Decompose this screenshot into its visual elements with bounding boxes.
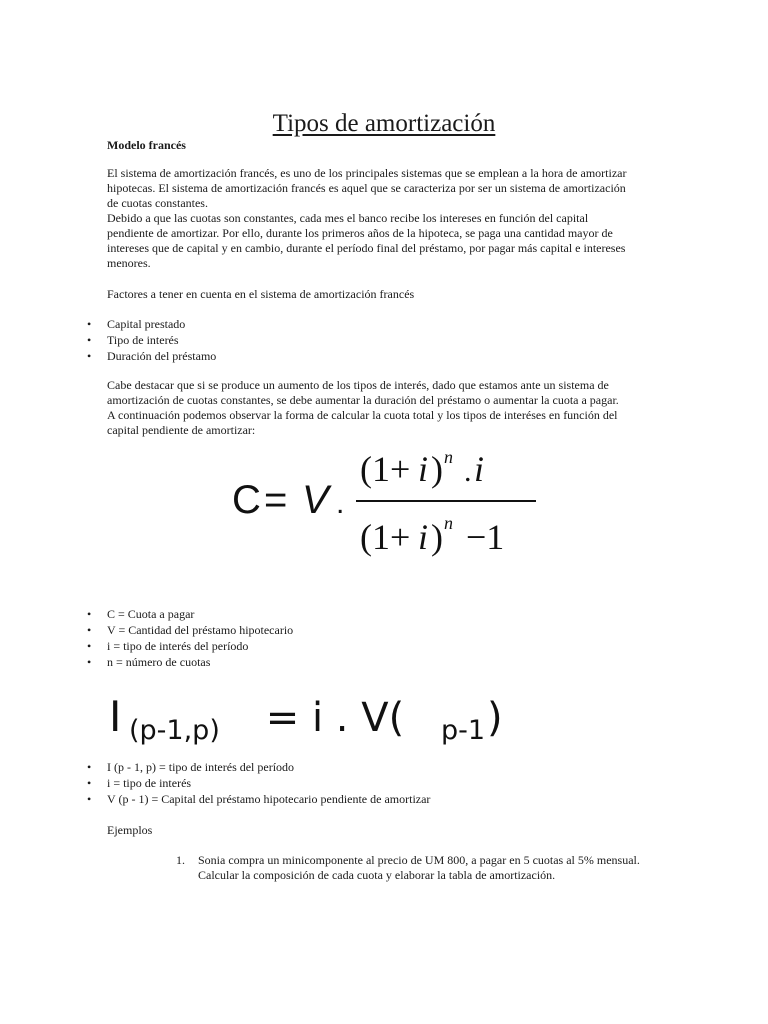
formula2-i-subscript: (p-1,p): [129, 715, 220, 746]
list-item: • V (p - 1) = Capital del préstamo hipotecario pendiente de amortizar: [87, 792, 430, 808]
example-line: Calcular la composición de cada cuota y elaborar la tabla de amortización.: [198, 868, 556, 882]
factors-list: [87, 317, 216, 365]
formula-dot: .: [336, 487, 345, 520]
denominator-tail: −1: [466, 517, 505, 557]
denominator-i: i: [418, 517, 429, 557]
formula-c: C: [232, 478, 261, 522]
explanation-line: capital pendiente de amortizar:: [107, 423, 256, 437]
list-item: • Tipo de interés: [87, 333, 216, 349]
numerator-exponent: n: [444, 447, 453, 467]
formula2-close: ): [487, 695, 503, 741]
numerator-base: (1+: [360, 449, 411, 489]
numerator-dot: .: [464, 455, 472, 488]
intro-line: hipotecas. El sistema de amortización francés es aquel que se caracteriza por ser un sistema de amortización: [107, 181, 626, 195]
example-text: [198, 853, 678, 883]
list-item: • I (p - 1, p) = tipo de interés del período: [87, 760, 430, 776]
page-title: Tipos de amortización: [272, 109, 496, 137]
formula-v: V: [302, 478, 329, 522]
explanation-line: amortización de cuotas constantes, se debe aumentar la duración del préstamo o aumentar la cuota a pagar.: [107, 393, 619, 407]
intro-line: Debido a que las cuotas son constantes, cada mes el banco recibe los intereses en función del capital: [107, 211, 589, 225]
intro-line: menores.: [107, 256, 151, 270]
formula2-middle: = i . V(: [253, 695, 405, 741]
formula2-variables: [87, 760, 430, 808]
examples-label: Ejemplos: [107, 823, 153, 837]
example-line: Sonia compra un minicomponente al precio de UM 800, a pagar en 5 cuotas al 5% mensual.: [198, 853, 640, 867]
list-item: • C = Cuota a pagar: [87, 607, 293, 623]
factors-intro: Factores a tener en cuenta en el sistema de amortización francés: [107, 287, 415, 301]
numerator-i-tail: i: [474, 449, 485, 489]
interest-formula: [105, 685, 505, 749]
intro-line: de cuotas constantes.: [107, 196, 208, 210]
list-item: • Duración del préstamo: [87, 349, 216, 365]
denominator-exponent: n: [444, 513, 453, 533]
formula-equals: =: [264, 478, 288, 522]
explanation-line: A continuación podemos observar la forma de calcular la cuota total y los tipos de interéses en función del: [107, 408, 618, 422]
formula2-v-subscript: p-1: [441, 715, 486, 746]
intro-paragraph: [107, 166, 667, 271]
denominator-base: (1+: [360, 517, 411, 557]
formula1-variables: [87, 607, 293, 671]
list-item: • i = tipo de interés: [87, 776, 430, 792]
list-item: • i = tipo de interés del período: [87, 639, 293, 655]
section-heading: Modelo francés: [107, 138, 186, 152]
example-number: 1.: [176, 853, 185, 867]
list-item: • V = Cantidad del préstamo hipotecario: [87, 623, 293, 639]
intro-line: El sistema de amortización francés, es uno de los principales sistemas que se emplean a la hora de amortizar: [107, 166, 627, 180]
list-item: • Capital prestado: [87, 317, 216, 333]
formula2-i-big: I: [109, 692, 122, 741]
list-item: • n = número de cuotas: [87, 655, 293, 671]
intro-line: intereses que de capital y en cambio, durante el período final del préstamo, por pagar más capital e intereses: [107, 241, 626, 255]
numerator-close: ): [431, 449, 443, 489]
denominator-close: ): [431, 517, 443, 557]
explanation-line: Cabe destacar que si se produce un aumento de los tipos de interés, dado que estamos ante un sistema de: [107, 378, 609, 392]
numerator-i: i: [418, 449, 429, 489]
quota-formula: [228, 445, 548, 565]
explanation-paragraph: [107, 378, 667, 438]
intro-line: pendiente de amortizar. Por ello, durante los primeros años de la hipoteca, se paga una cantidad mayor de: [107, 226, 613, 240]
